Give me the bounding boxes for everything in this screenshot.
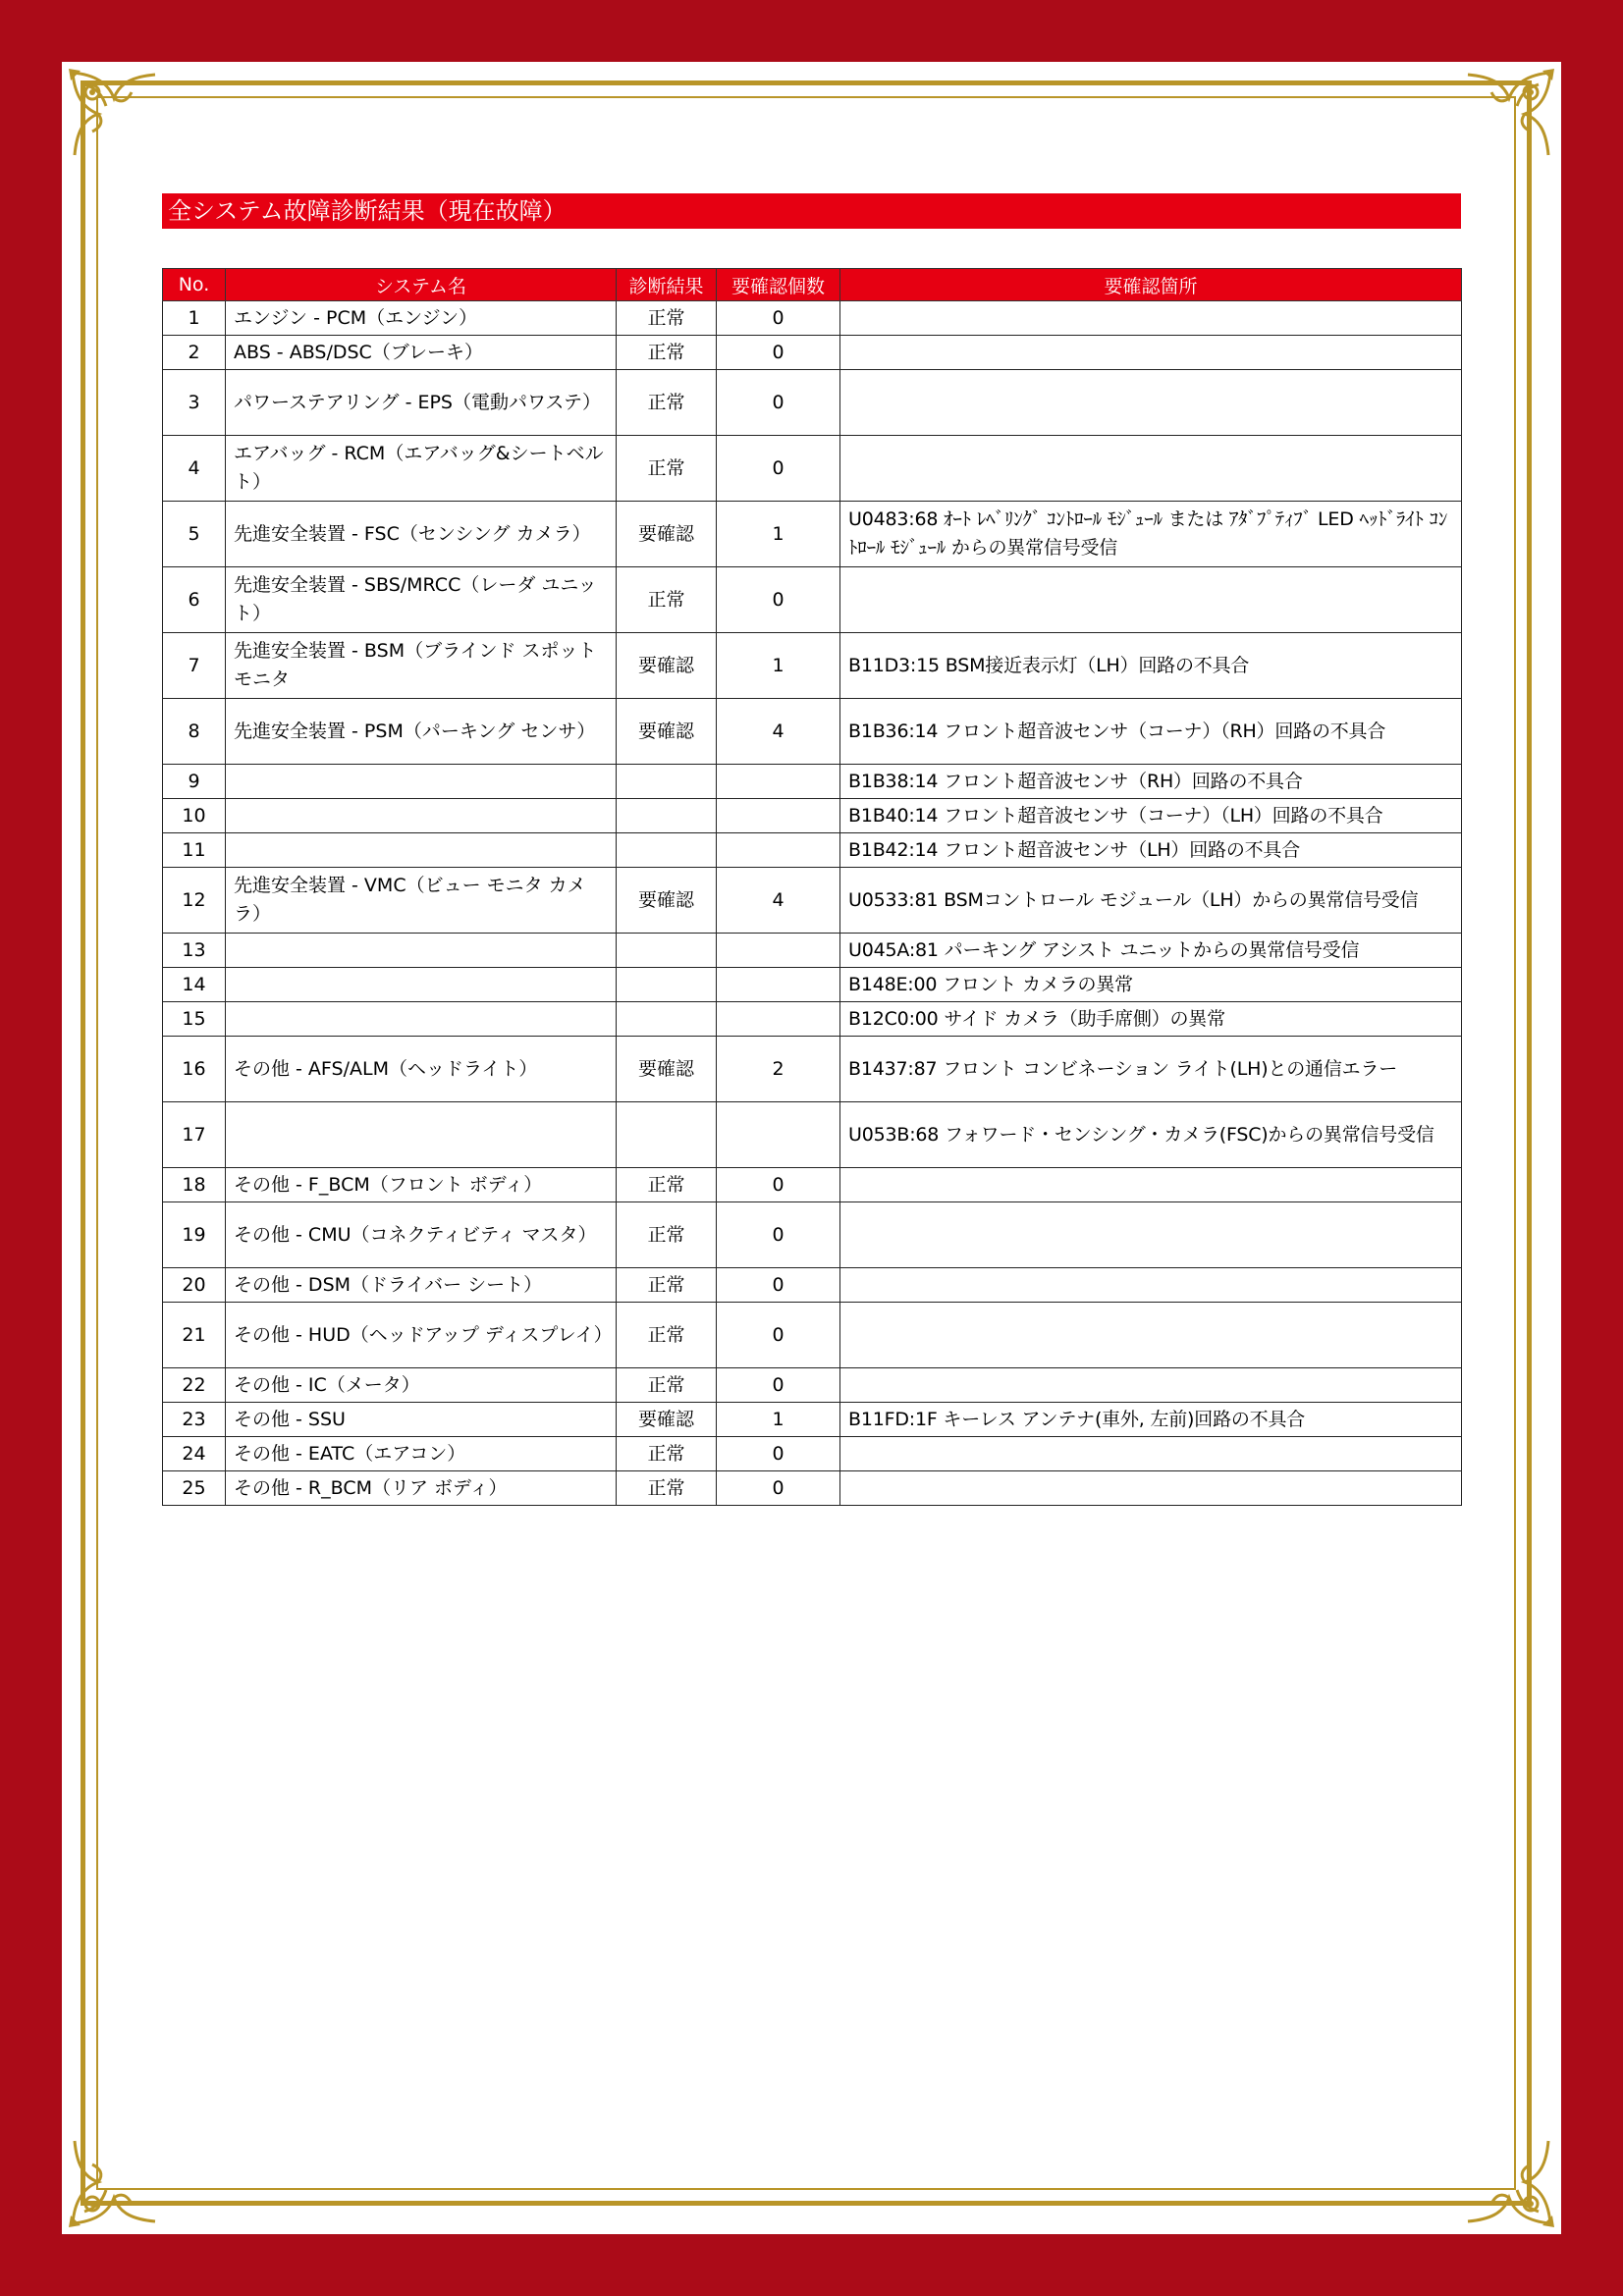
- cell-no: 25: [163, 1471, 226, 1506]
- cell-detail: [840, 336, 1462, 370]
- cell-count: 0: [717, 336, 840, 370]
- table-row: [163, 370, 1462, 436]
- cell-system: パワーステアリング - EPS（電動パワステ）: [226, 370, 617, 436]
- cell-detail: B1B40:14 フロント超音波センサ（コーナ）（LH）回路の不具合: [840, 799, 1462, 833]
- cell-detail: B11D3:15 BSM接近表示灯（LH）回路の不具合: [840, 633, 1462, 699]
- cell-result: 正常: [617, 1268, 717, 1303]
- cell-result: 正常: [617, 436, 717, 502]
- cell-detail: [840, 567, 1462, 633]
- cell-count: 2: [717, 1037, 840, 1102]
- cell-result: 要確認: [617, 699, 717, 765]
- cell-no: 14: [163, 968, 226, 1002]
- cell-count: 0: [717, 567, 840, 633]
- cell-system: その他 - HUD（ヘッドアップ ディスプレイ）: [226, 1303, 617, 1368]
- cell-system: [226, 934, 617, 968]
- cell-detail: B12C0:00 サイド カメラ（助手席側）の異常: [840, 1002, 1462, 1037]
- table-header-row: [163, 269, 1462, 301]
- cell-detail: [840, 1268, 1462, 1303]
- cell-result: 正常: [617, 567, 717, 633]
- ornament-corner-icon: [1460, 65, 1558, 163]
- cell-detail: [840, 436, 1462, 502]
- cell-count: [717, 833, 840, 868]
- cell-no: 21: [163, 1303, 226, 1368]
- cell-detail: [840, 1368, 1462, 1403]
- cell-detail: U0483:68 ｵｰﾄ ﾚﾍﾞﾘﾝｸﾞ ｺﾝﾄﾛｰﾙ ﾓｼﾞｭｰﾙ または ｱﾀﾞﾌﾟﾃｨﾌﾞ LED ﾍｯﾄﾞﾗｲﾄ ｺﾝﾄﾛｰﾙ ﾓｼﾞｭｰﾙ からの異常信号受信: [840, 502, 1462, 567]
- table-row: [163, 1102, 1462, 1168]
- cell-detail: U0533:81 BSMコントロール モジュール（LH）からの異常信号受信: [840, 868, 1462, 934]
- cell-result: 要確認: [617, 868, 717, 934]
- cell-system: その他 - R_BCM（リア ボディ）: [226, 1471, 617, 1506]
- table-row: [163, 934, 1462, 968]
- cell-count: 0: [717, 301, 840, 336]
- cell-result: 正常: [617, 301, 717, 336]
- cell-system: その他 - IC（メータ）: [226, 1368, 617, 1403]
- cell-no: 13: [163, 934, 226, 968]
- cell-system: [226, 833, 617, 868]
- cell-system: その他 - SSU: [226, 1403, 617, 1437]
- cell-system: その他 - AFS/ALM（ヘッドライト）: [226, 1037, 617, 1102]
- cell-count: 1: [717, 502, 840, 567]
- cell-count: 1: [717, 633, 840, 699]
- table-row: [163, 633, 1462, 699]
- table-row: [163, 1403, 1462, 1437]
- table-row: [163, 1268, 1462, 1303]
- cell-no: 20: [163, 1268, 226, 1303]
- cell-detail: [840, 301, 1462, 336]
- table-row: [163, 968, 1462, 1002]
- cell-count: 0: [717, 1168, 840, 1202]
- cell-detail: [840, 1168, 1462, 1202]
- table-row: [163, 1002, 1462, 1037]
- cell-no: 16: [163, 1037, 226, 1102]
- table-row: [163, 1471, 1462, 1506]
- cell-no: 11: [163, 833, 226, 868]
- cell-detail: B1B38:14 フロント超音波センサ（RH）回路の不具合: [840, 765, 1462, 799]
- cell-system: その他 - EATC（エアコン）: [226, 1437, 617, 1471]
- ornament-corner-icon: [1460, 2133, 1558, 2231]
- cell-count: [717, 968, 840, 1002]
- cell-result: [617, 765, 717, 799]
- column-header-detail: 要確認箇所: [840, 269, 1462, 301]
- diagnosis-table: [162, 268, 1462, 1506]
- cell-result: [617, 934, 717, 968]
- cell-detail: B11FD:1F キーレス アンテナ(車外, 左前)回路の不具合: [840, 1403, 1462, 1437]
- cell-result: 正常: [617, 1471, 717, 1506]
- table-row: [163, 301, 1462, 336]
- cell-system: 先進安全装置 - BSM（ブラインド スポット モニタ: [226, 633, 617, 699]
- table-row: [163, 1368, 1462, 1403]
- table-row: [163, 1202, 1462, 1268]
- table-row: [163, 502, 1462, 567]
- column-header-result: 診断結果: [617, 269, 717, 301]
- cell-system: [226, 1002, 617, 1037]
- cell-system: 先進安全装置 - SBS/MRCC（レーダ ユニット）: [226, 567, 617, 633]
- table-row: [163, 868, 1462, 934]
- cell-detail: [840, 1471, 1462, 1506]
- cell-count: [717, 799, 840, 833]
- cell-count: 0: [717, 1368, 840, 1403]
- cell-no: 23: [163, 1403, 226, 1437]
- cell-count: 0: [717, 1471, 840, 1506]
- table-row: [163, 336, 1462, 370]
- table-row: [163, 1303, 1462, 1368]
- table-row: [163, 765, 1462, 799]
- cell-count: 4: [717, 868, 840, 934]
- cell-result: 正常: [617, 336, 717, 370]
- cell-system: [226, 968, 617, 1002]
- table-row: [163, 1037, 1462, 1102]
- table-row: [163, 799, 1462, 833]
- cell-result: [617, 968, 717, 1002]
- cell-system: エアバッグ - RCM（エアバッグ&シートベルト）: [226, 436, 617, 502]
- cell-no: 10: [163, 799, 226, 833]
- cell-result: 正常: [617, 1303, 717, 1368]
- cell-no: 22: [163, 1368, 226, 1403]
- column-header-no: No.: [163, 269, 226, 301]
- cell-no: 9: [163, 765, 226, 799]
- cell-detail: B1437:87 フロント コンビネーション ライト(LH)との通信エラー: [840, 1037, 1462, 1102]
- ornament-corner-icon: [65, 2133, 163, 2231]
- cell-no: 24: [163, 1437, 226, 1471]
- cell-detail: [840, 1202, 1462, 1268]
- cell-system: 先進安全装置 - FSC（センシング カメラ）: [226, 502, 617, 567]
- cell-detail: B148E:00 フロント カメラの異常: [840, 968, 1462, 1002]
- cell-system: [226, 765, 617, 799]
- cell-count: 0: [717, 1303, 840, 1368]
- cell-count: [717, 1102, 840, 1168]
- cell-count: 0: [717, 1202, 840, 1268]
- cell-count: [717, 1002, 840, 1037]
- table-row: [163, 833, 1462, 868]
- cell-system: 先進安全装置 - PSM（パーキング センサ）: [226, 699, 617, 765]
- cell-result: 正常: [617, 1202, 717, 1268]
- cell-no: 3: [163, 370, 226, 436]
- column-header-count: 要確認個数: [717, 269, 840, 301]
- cell-count: 0: [717, 436, 840, 502]
- cell-detail: [840, 1303, 1462, 1368]
- cell-system: その他 - DSM（ドライバー シート）: [226, 1268, 617, 1303]
- cell-no: 18: [163, 1168, 226, 1202]
- table-row: [163, 436, 1462, 502]
- table-row: [163, 1168, 1462, 1202]
- cell-result: 正常: [617, 1368, 717, 1403]
- cell-detail: U045A:81 パーキング アシスト ユニットからの異常信号受信: [840, 934, 1462, 968]
- cell-result: 要確認: [617, 1403, 717, 1437]
- cell-no: 2: [163, 336, 226, 370]
- cell-result: 正常: [617, 370, 717, 436]
- cell-result: 正常: [617, 1168, 717, 1202]
- cell-result: [617, 799, 717, 833]
- cell-detail: B1B36:14 フロント超音波センサ（コーナ）（RH）回路の不具合: [840, 699, 1462, 765]
- cell-count: [717, 765, 840, 799]
- table-row: [163, 1437, 1462, 1471]
- cell-system: [226, 799, 617, 833]
- cell-no: 1: [163, 301, 226, 336]
- report-title: 全システム故障診断結果（現在故障）: [162, 193, 1461, 229]
- cell-system: その他 - CMU（コネクティビティ マスタ）: [226, 1202, 617, 1268]
- cell-count: 4: [717, 699, 840, 765]
- cell-system: その他 - F_BCM（フロント ボディ）: [226, 1168, 617, 1202]
- cell-system: 先進安全装置 - VMC（ビュー モニタ カメラ）: [226, 868, 617, 934]
- cell-no: 7: [163, 633, 226, 699]
- cell-result: 正常: [617, 1437, 717, 1471]
- cell-no: 19: [163, 1202, 226, 1268]
- cell-system: ABS - ABS/DSC（ブレーキ）: [226, 336, 617, 370]
- cell-result: [617, 833, 717, 868]
- column-header-system: システム名: [226, 269, 617, 301]
- cell-no: 17: [163, 1102, 226, 1168]
- cell-result: 要確認: [617, 502, 717, 567]
- cell-count: 1: [717, 1403, 840, 1437]
- cell-detail: [840, 1437, 1462, 1471]
- cell-count: 0: [717, 1437, 840, 1471]
- cell-no: 5: [163, 502, 226, 567]
- cell-count: 0: [717, 370, 840, 436]
- cell-no: 8: [163, 699, 226, 765]
- cell-count: [717, 934, 840, 968]
- cell-detail: [840, 370, 1462, 436]
- ornament-corner-icon: [65, 65, 163, 163]
- cell-no: 15: [163, 1002, 226, 1037]
- cell-detail: B1B42:14 フロント超音波センサ（LH）回路の不具合: [840, 833, 1462, 868]
- cell-system: エンジン - PCM（エンジン）: [226, 301, 617, 336]
- cell-result: 要確認: [617, 1037, 717, 1102]
- cell-count: 0: [717, 1268, 840, 1303]
- cell-system: [226, 1102, 617, 1168]
- cell-result: [617, 1002, 717, 1037]
- cell-result: [617, 1102, 717, 1168]
- cell-no: 12: [163, 868, 226, 934]
- cell-detail: U053B:68 フォワード・センシング・カメラ(FSC)からの異常信号受信: [840, 1102, 1462, 1168]
- cell-result: 要確認: [617, 633, 717, 699]
- cell-no: 6: [163, 567, 226, 633]
- table-row: [163, 699, 1462, 765]
- cell-no: 4: [163, 436, 226, 502]
- table-row: [163, 567, 1462, 633]
